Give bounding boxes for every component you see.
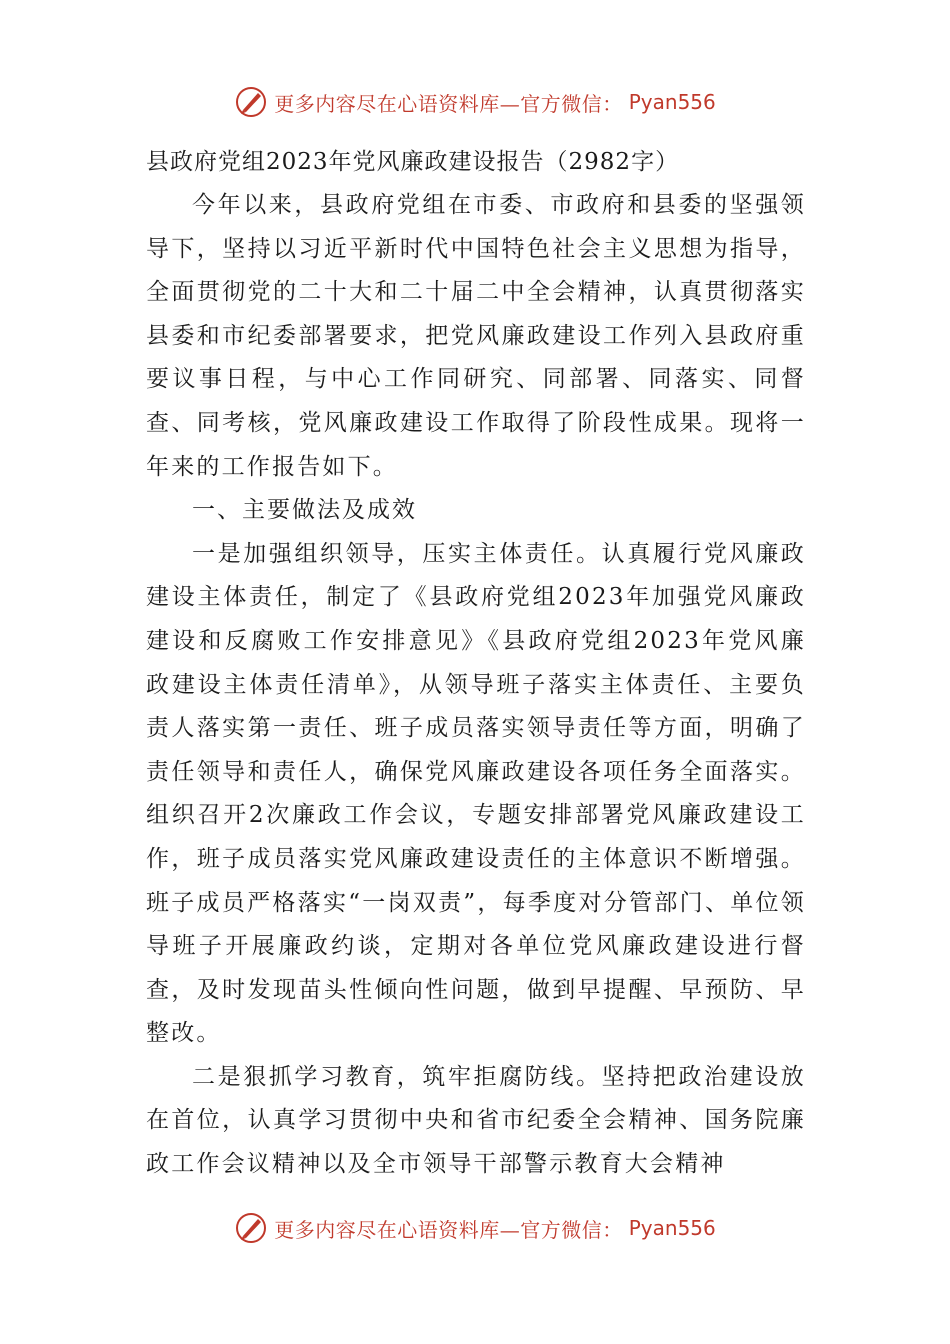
header-watermark-banner: [0, 82, 950, 122]
intro-paragraph: 今年以来，县政府党组在市委、市政府和县委的坚强领导下，坚持以习近平新时代中国特色社会主义思想为指导，全面贯彻党的二十大和二十届二中全会精神，认真贯彻落实县委和市纪委部署要求，把党风廉政建设工作列入县政府重要议事日程，与中心工作同研究、同部署、同落实、同督查、同考核，党风廉政建设工作取得了阶段性成果。现将一年来的工作报告如下。: [146, 192, 806, 480]
banner-wechat-id: Pyan556: [628, 90, 716, 114]
quill-pen-seal-icon: [234, 85, 268, 119]
document-body: [146, 140, 806, 1187]
banner-wechat-id: Pyan556: [628, 1216, 716, 1240]
footer-watermark-banner: [0, 1208, 950, 1248]
paragraph-1: 一是加强组织领导，压实主体责任。认真履行党风廉政建设主体责任，制定了《县政府党组2023年加强党风廉政建设和反腐败工作安排意见》《县政府党组2023年党风廉政建设主体责任清单》，从领导班子落实主体责任、主要负责人落实第一责任、班子成员落实领导责任等方面，明确了责任领导和责任人，确保党风廉政建设各项任务全面落实。组织召开2次廉政工作会议，专题安排部署党风廉政建设工作，班子成员落实党风廉政建设责任的主体意识不断增强。班子成员严格落实“一岗双责”，每季度对分管部门、单位领导班子开展廉政约谈，定期对各单位党风廉政建设进行督查，及时发现苗头性倾向性问题，做到早提醒、早预防、早整改。: [146, 540, 806, 1047]
banner-text: 更多内容尽在心语资料库—官方微信：: [274, 1217, 623, 1242]
banner-text: 更多内容尽在心语资料库—官方微信：: [274, 91, 623, 116]
document-title: 县政府党组2023年党风廉政建设报告（2982字）: [146, 149, 680, 175]
section-heading: 一、主要做法及成效: [192, 497, 417, 524]
quill-pen-seal-icon: [234, 1211, 268, 1245]
paragraph-2: 二是狠抓学习教育，筑牢拒腐防线。坚持把政治建设放在首位，认真学习贯彻中央和省市纪委全会精神、国务院廉政工作会议精神以及全市领导干部警示教育大会精神: [146, 1063, 806, 1178]
